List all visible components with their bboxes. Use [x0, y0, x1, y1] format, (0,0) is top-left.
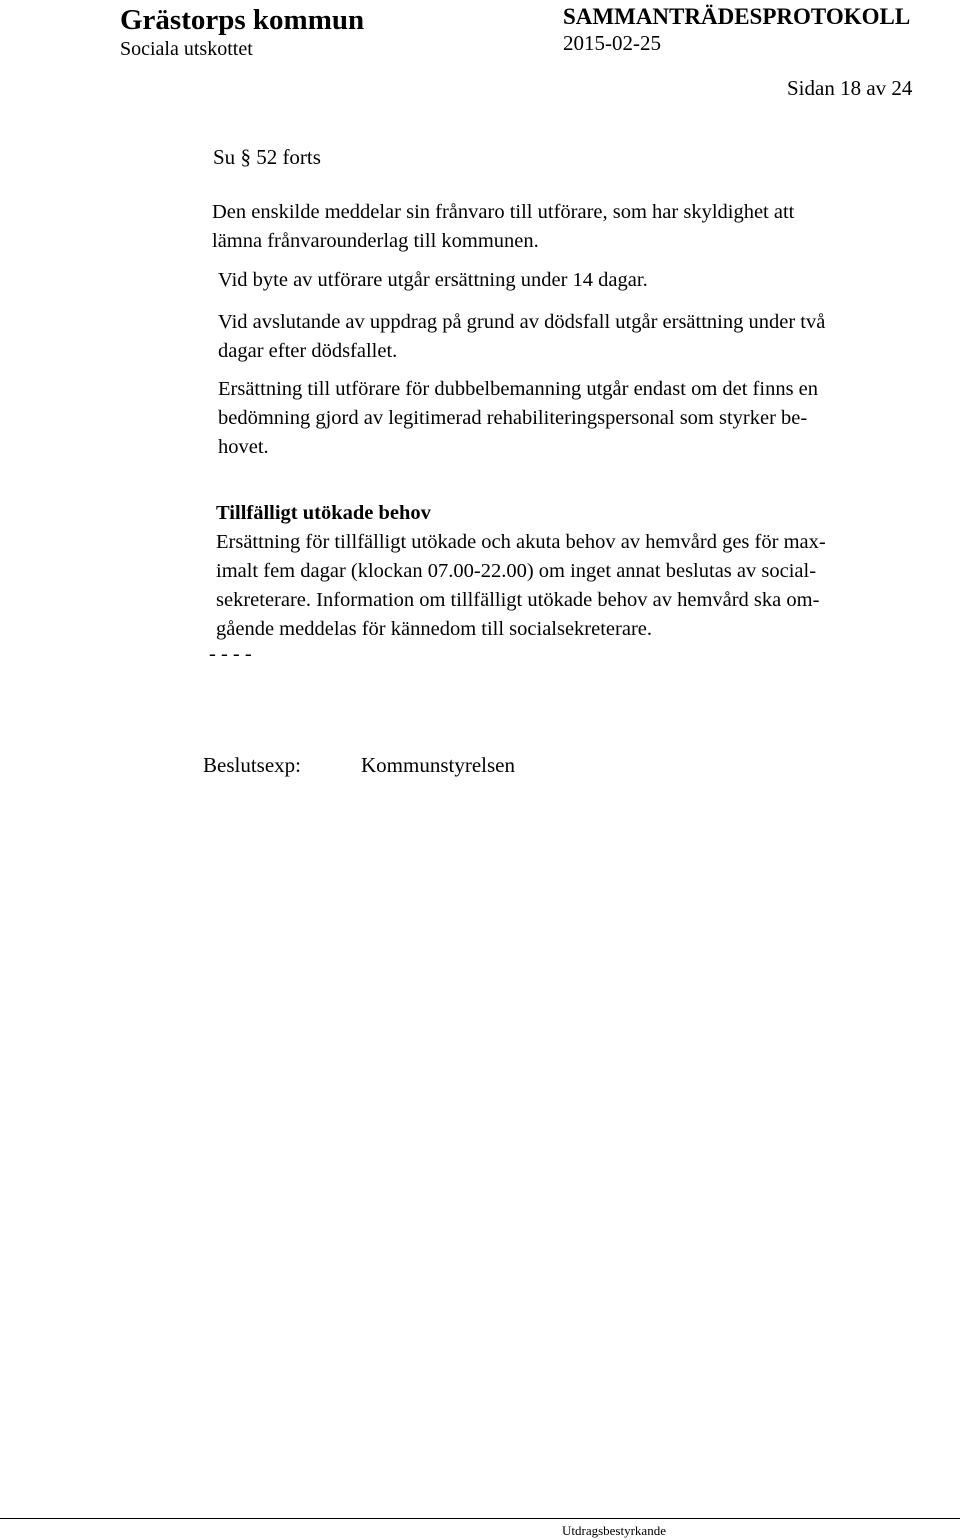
committee-name: Sociala utskottet	[120, 38, 253, 60]
paragraph-death	[218, 308, 825, 366]
paragraph-absence	[212, 198, 794, 256]
paragraph-double-staffing	[218, 375, 818, 462]
paragraph-provider-change	[218, 266, 648, 295]
subheading: Tillfälligt utökade behov	[216, 502, 431, 524]
paragraph-line: bedömning gjord av legitimerad rehabiliteringspersonal som styrker be-	[218, 407, 808, 429]
paragraph-line: sekreterare. Information om tillfälligt utökade behov av hemvård ska om-	[216, 589, 820, 611]
paragraph-line: Vid byte av utförare utgår ersättning under 14 dagar.	[218, 269, 648, 291]
meeting-date: 2015-02-25	[563, 31, 661, 55]
footer-label: Utdragsbestyrkande	[562, 1523, 666, 1538]
distribution-label: Beslutsexp:	[203, 753, 301, 777]
organization-name: Grästorps kommun	[120, 4, 365, 36]
document-type: SAMMANTRÄDESPROTOKOLL	[563, 4, 911, 29]
section-label: Su	[213, 145, 236, 169]
section-symbol: §	[240, 145, 251, 169]
section-heading	[213, 145, 321, 170]
page-indicator: Sidan 18 av 24	[787, 76, 913, 100]
section-number: 52 forts	[256, 145, 321, 169]
footer-divider	[0, 1518, 960, 1519]
paragraph-line: hovet.	[218, 436, 269, 458]
distribution-recipient: Kommunstyrelsen	[361, 753, 515, 777]
paragraph-line: Den enskilde meddelar sin frånvaro till utförare, som har skyldighet att	[212, 201, 795, 223]
paragraph-line: Ersättning till utförare för dubbelbemanning utgår endast om det finns en	[218, 378, 819, 400]
paragraph-temporary-needs	[216, 528, 826, 644]
paragraph-line: imalt fem dagar (klockan 07.00-22.00) om inget annat beslutas av social-	[216, 560, 817, 582]
paragraph-line: Ersättning för tillfälligt utökade och akuta behov av hemvård ges för max-	[216, 531, 826, 553]
paragraph-line: lämna frånvarounderlag till kommunen.	[212, 230, 539, 252]
end-marker: - - - -	[209, 643, 252, 665]
paragraph-line: gående meddelas för kännedom till socialsekreterare.	[216, 618, 653, 640]
paragraph-line: Vid avslutande av uppdrag på grund av dödsfall utgår ersättning under två	[218, 311, 826, 333]
paragraph-line: dagar efter dödsfallet.	[218, 340, 398, 362]
